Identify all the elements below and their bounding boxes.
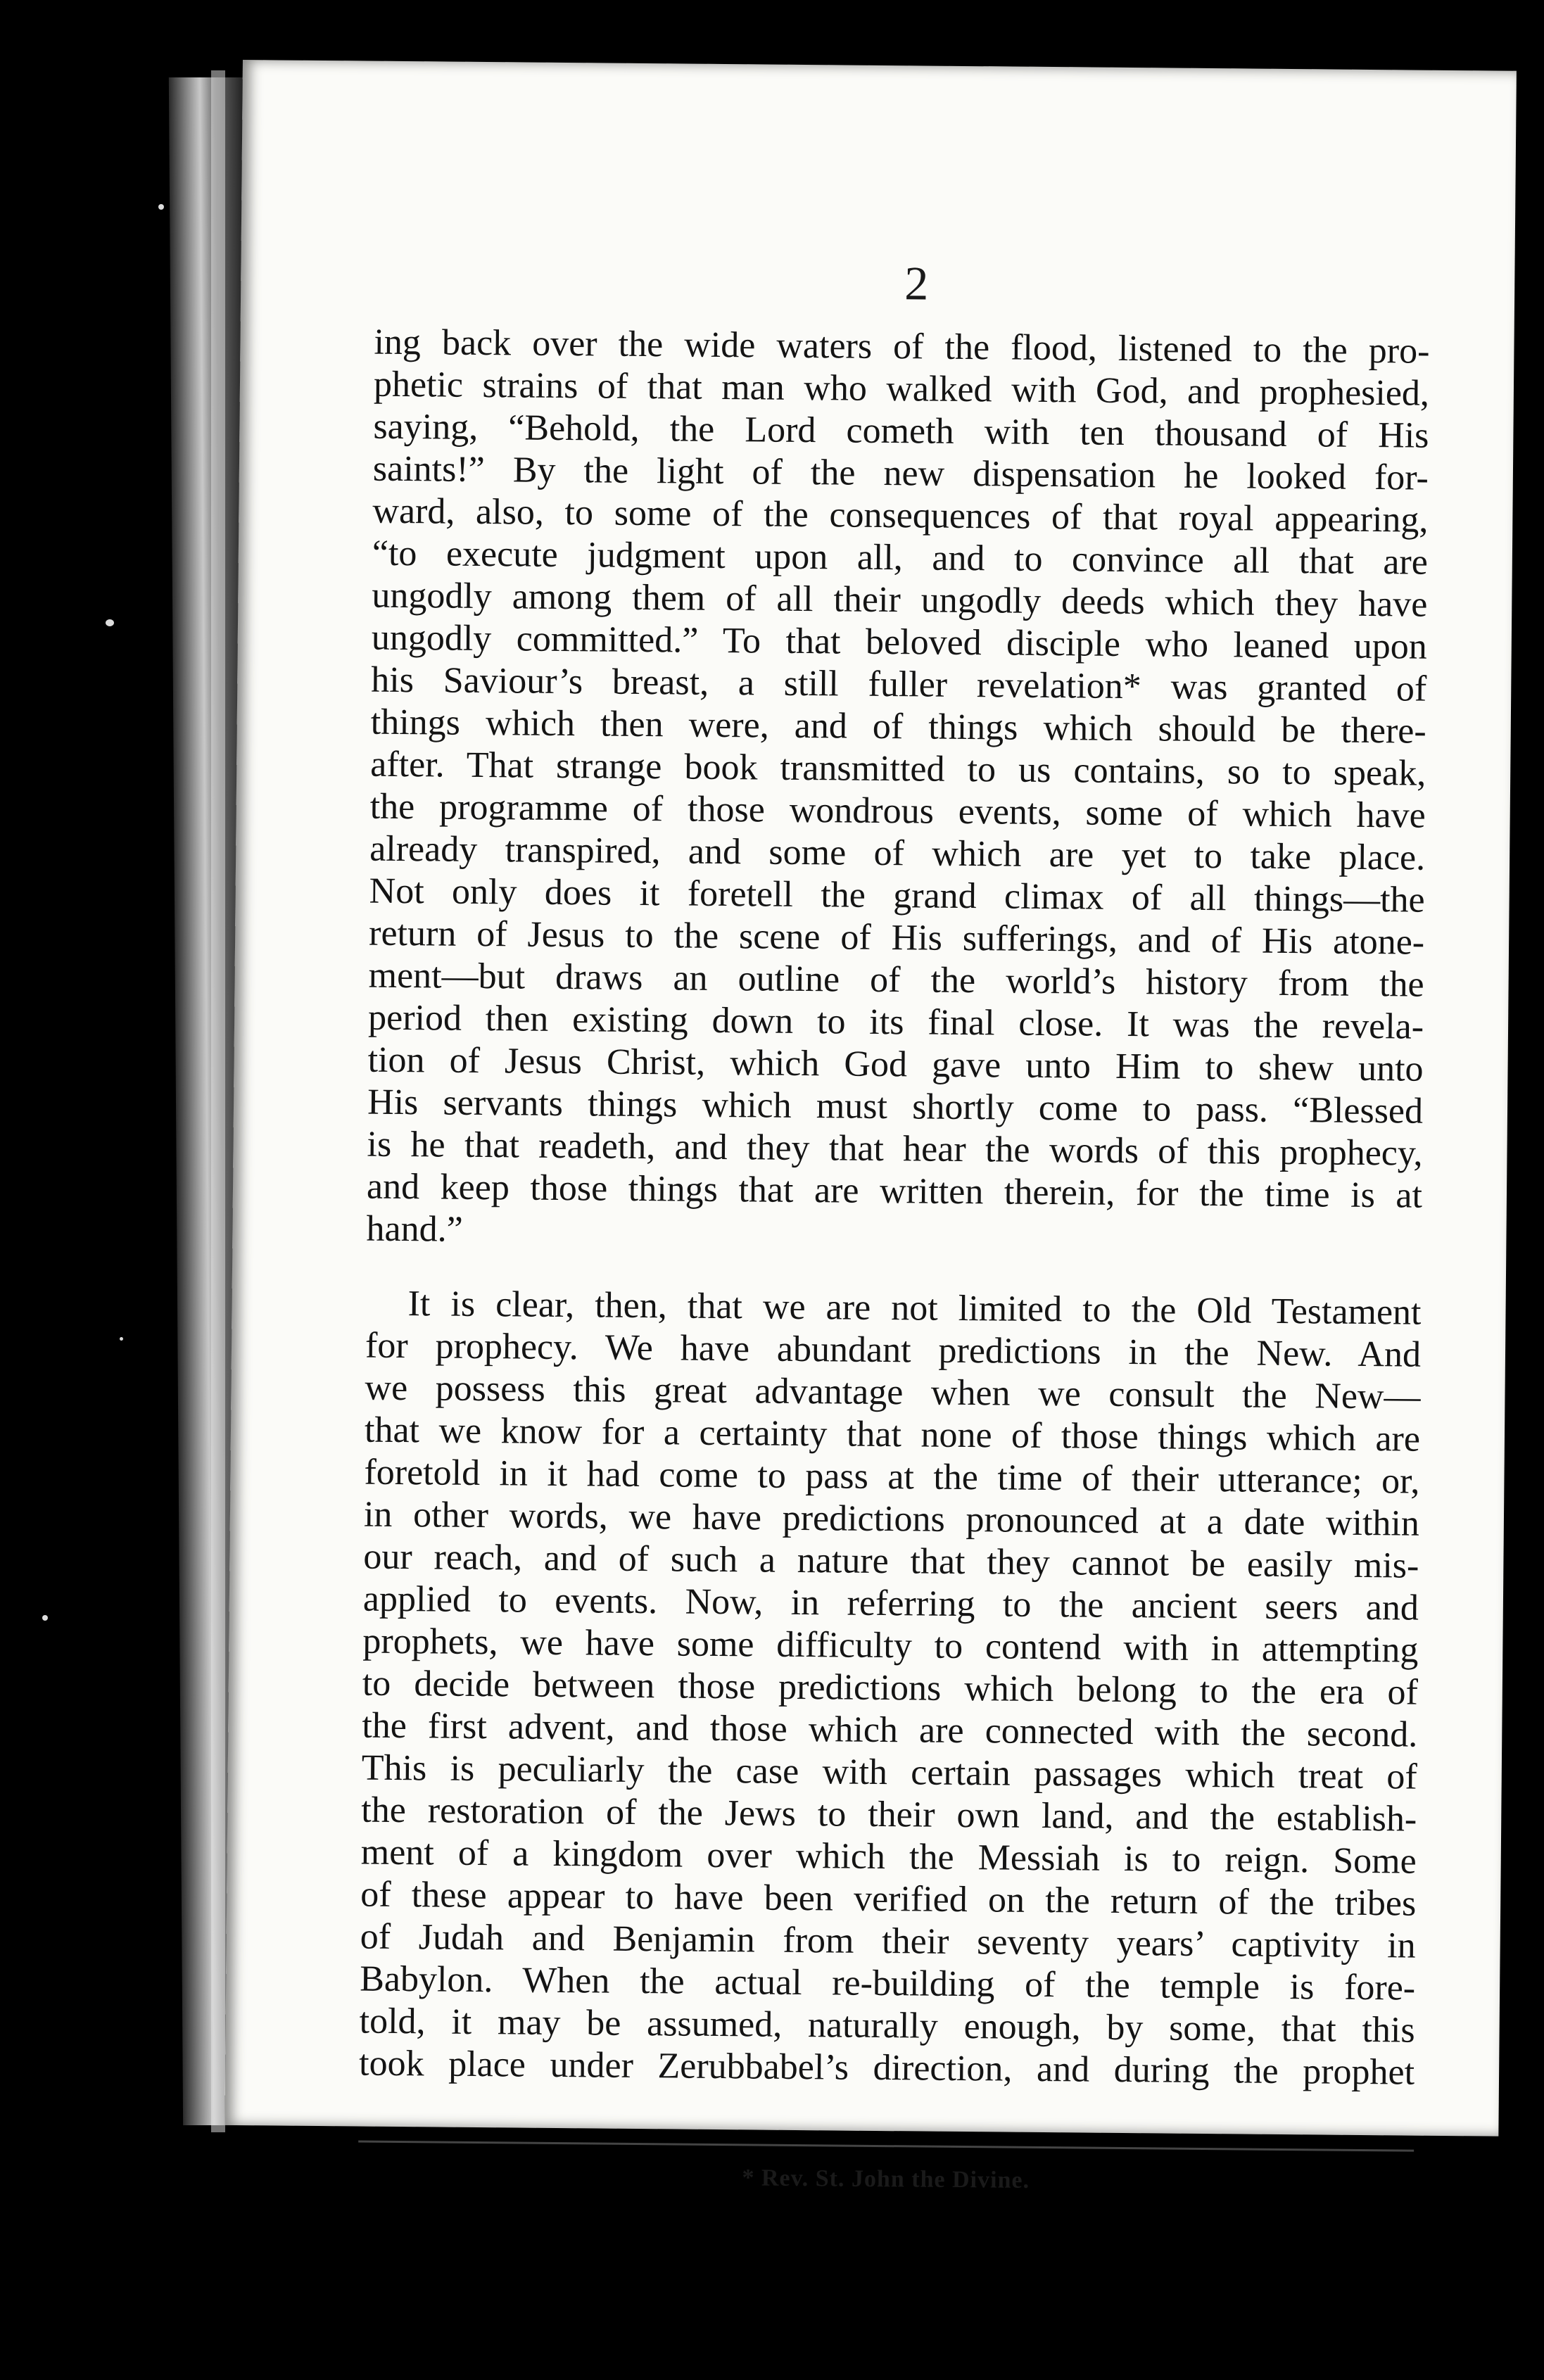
text-line: told, it may be assumed, naturally enough, by some, that this bbox=[359, 2001, 1415, 2051]
text-line: that we know for a certainty that none of those things which are bbox=[364, 1410, 1421, 1460]
paragraph-1 bbox=[366, 322, 1429, 1260]
scan-speck bbox=[106, 619, 114, 626]
footnote: * Rev. St. John the Divine. bbox=[742, 2165, 1030, 2194]
text-line: to decide between those predictions which belong to the era of bbox=[362, 1663, 1419, 1713]
text-line: It is clear, then, that we are not limited to the Old Testament bbox=[407, 1284, 1422, 1333]
text-line: “to execute judgment upon all, and to convince all that are bbox=[372, 533, 1429, 583]
body-text bbox=[359, 322, 1430, 2094]
page-sheet bbox=[224, 60, 1517, 2194]
text-line: ment—but draws an outline of the world’s history from the bbox=[368, 955, 1424, 1005]
text-line: tion of Jesus Christ, which God gave unto Him to shew unto bbox=[367, 1039, 1424, 1089]
scan-speck bbox=[120, 1337, 123, 1341]
text-line: return of Jesus to the scene of His sufferings, and of His atone- bbox=[368, 913, 1425, 963]
text-line: ward, also, to some of the consequences of that royal appearing, bbox=[372, 490, 1429, 540]
scan-speck bbox=[42, 1615, 48, 1621]
text-line: the restoration of the Jews to their own land, and the establish- bbox=[361, 1790, 1417, 1840]
text-line: after. That strange book transmitted to us contains, so to speak, bbox=[370, 744, 1426, 794]
text-line: His servants things which must shortly come to pass. “Blessed bbox=[367, 1082, 1424, 1132]
text-line: phetic strains of that man who walked with God, and prophesied, bbox=[373, 364, 1430, 414]
text-line: Not only does it foretell the grand climax of all things—the bbox=[369, 871, 1425, 920]
text-line: hand.” bbox=[366, 1208, 463, 1250]
text-line: of Judah and Benjamin from their seventy years’ captivity in bbox=[360, 1916, 1416, 1966]
text-line: already transpired, and some of which are yet to take place. bbox=[369, 828, 1426, 878]
scan-speck bbox=[158, 204, 164, 210]
text-line: of these appear to have been verified on the return of the tribes bbox=[360, 1874, 1417, 1924]
text-line: the programme of those wondrous events, some of which have bbox=[369, 786, 1426, 836]
book-spine-highlight bbox=[211, 70, 225, 2132]
text-line: Babylon. When the actual re-building of the temple is fore- bbox=[359, 1958, 1416, 2008]
text-line: his Saviour’s breast, a still fuller revelation* was granted of bbox=[371, 659, 1427, 709]
text-line: our reach, and of such a nature that they cannot be easily mis- bbox=[363, 1536, 1419, 1586]
paragraph-2 bbox=[359, 1283, 1422, 2094]
text-line: saying, “Behold, the Lord cometh with ten thousand of His bbox=[373, 406, 1429, 456]
text-line: This is peculiarly the case with certain passages which treat of bbox=[361, 1747, 1418, 1797]
text-line: saints!” By the light of the new dispensation he looked for- bbox=[372, 448, 1429, 498]
text-line: period then existing down to its final close. It was the revela- bbox=[367, 997, 1424, 1047]
text-line: ungodly committed.” To that beloved disciple who leaned upon bbox=[371, 617, 1428, 667]
footnote-rule bbox=[358, 2141, 1414, 2152]
page-number: 2 bbox=[904, 256, 929, 310]
text-line: is he that readeth, and they that hear the words of this prophecy, bbox=[367, 1124, 1423, 1174]
text-line: took place under Zerubbabel’s direction, and during the prophet bbox=[358, 2043, 1415, 2093]
text-line: ungodly among them of all their ungodly deeds which they have bbox=[372, 575, 1428, 625]
text-line: the first advent, and those which are connected with the second. bbox=[362, 1705, 1418, 1755]
text-line: things which then were, and of things which should be there- bbox=[370, 702, 1426, 752]
text-line: in other words, we have predictions pronounced at a date within bbox=[363, 1494, 1420, 1544]
text-line: for prophecy. We have abundant predictions in the New. And bbox=[365, 1325, 1422, 1375]
text-line: ment of a kingdom over which the Messiah is to reign. Some bbox=[360, 1832, 1417, 1882]
text-line: ing back over the wide waters of the flood, listened to the pro- bbox=[374, 322, 1430, 372]
text-line: prophets, we have some difficulty to contend with in attempting bbox=[362, 1621, 1419, 1671]
text-line: we possess this great advantage when we consult the New— bbox=[365, 1367, 1421, 1417]
text-line: and keep those things that are written therein, for the time is at bbox=[366, 1166, 1423, 1216]
text-line: applied to events. Now, in referring to the ancient seers and bbox=[362, 1578, 1419, 1628]
text-line: foretold in it had come to pass at the time of their utterance; or, bbox=[364, 1452, 1420, 1502]
